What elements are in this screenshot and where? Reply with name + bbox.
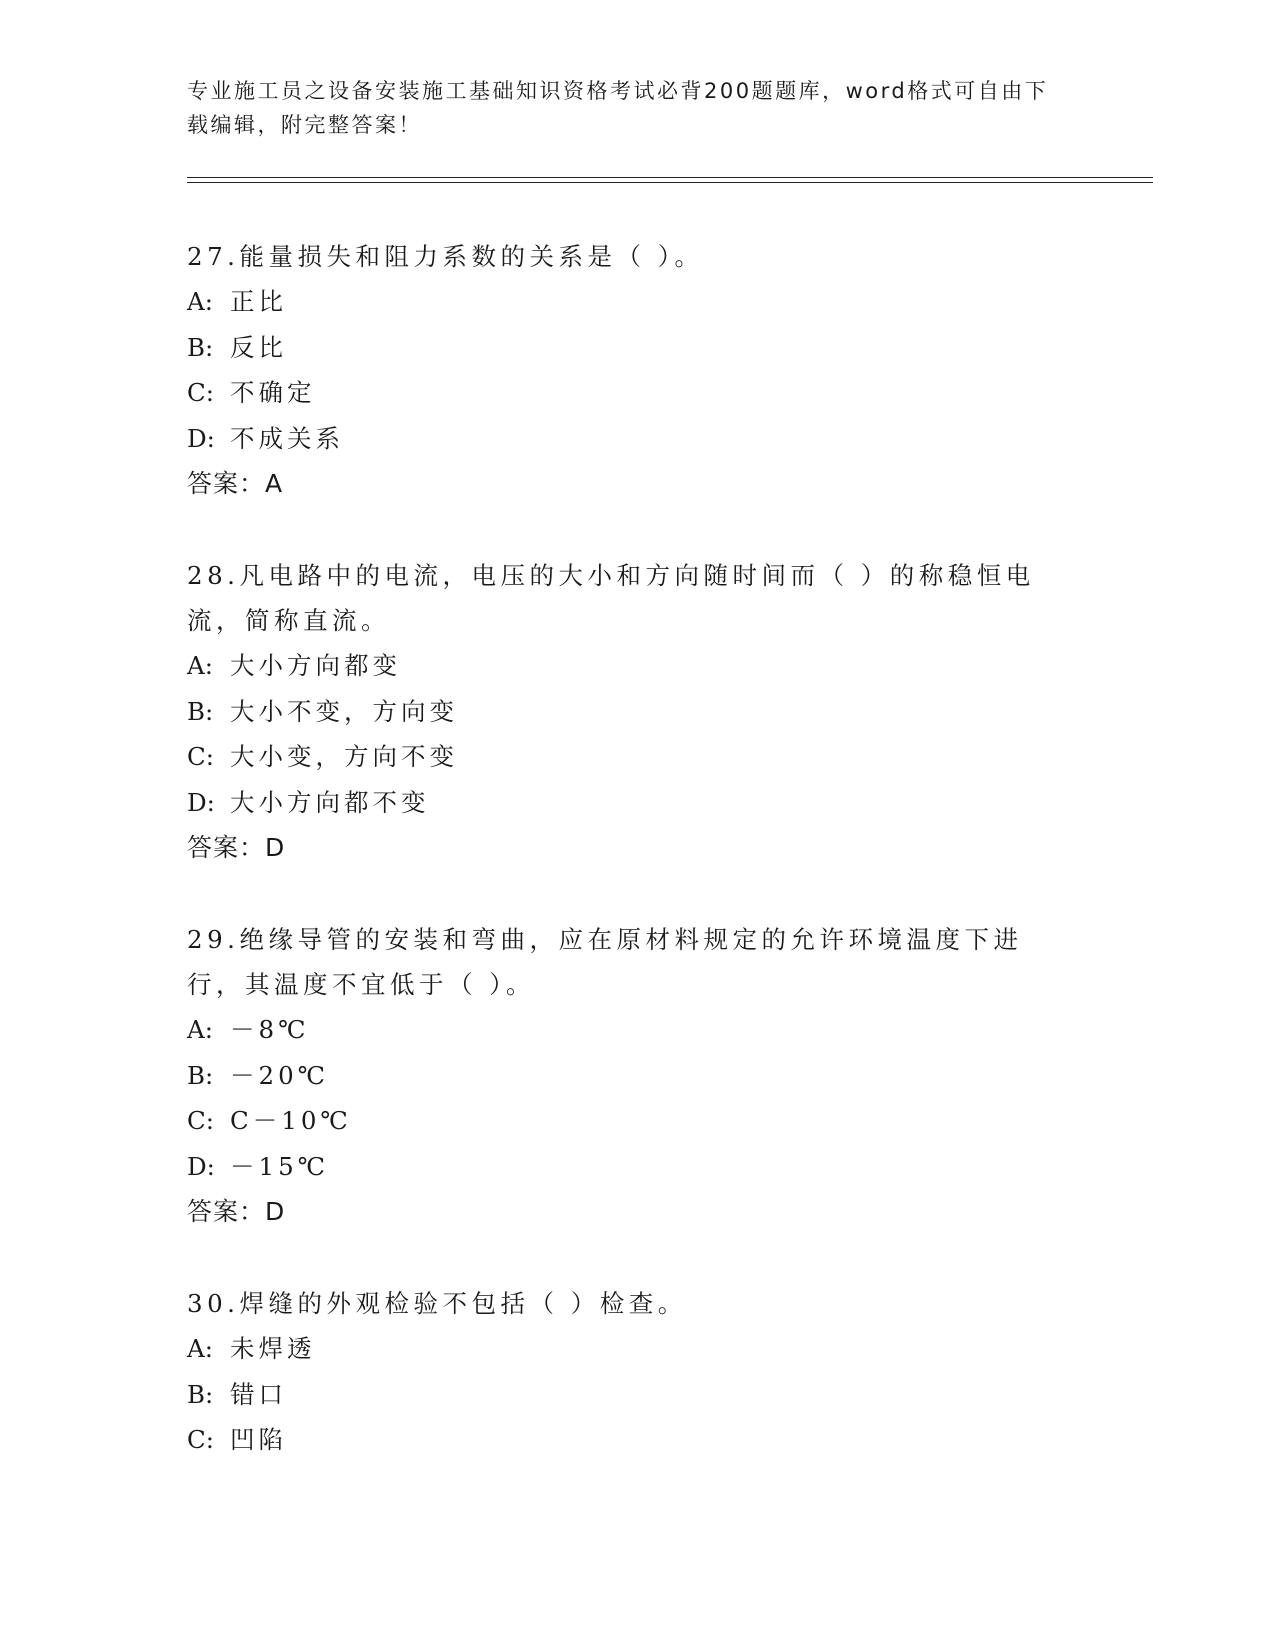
option-text: －8℃ [230,1015,310,1044]
option-letter: C: [187,742,215,771]
header-rule-bottom [187,182,1153,183]
option-b [187,1372,1087,1418]
option-letter: A: [187,287,213,316]
option-letter: C: [187,1425,215,1454]
option-text: 大小方向都不变 [230,787,430,817]
option-text: 不确定 [230,378,316,407]
option-b [187,689,1087,735]
option-text: 大小变，方向不变 [230,742,458,771]
question-stem: 27.能量损失和阻力系数的关系是（ ）。 [187,242,704,271]
option-letter: B: [187,1379,214,1409]
option-text: 错口 [230,1379,287,1409]
option-text: －15℃ [230,1151,330,1181]
option-c [187,370,1087,416]
option-a [187,279,1087,325]
option-letter: C: [187,378,215,407]
option-letter: A: [187,1015,213,1044]
option-text: 大小不变，方向变 [230,696,458,726]
option-a [187,1326,1087,1372]
option-letter: B: [187,696,214,726]
question-28 [187,553,1087,871]
question-27 [187,234,1087,507]
option-b [187,1053,1087,1099]
option-letter: A: [187,1334,213,1363]
option-c [187,1417,1087,1463]
option-text: 正比 [230,287,287,316]
question-29 [187,917,1087,1235]
option-text: 凹陷 [230,1425,287,1454]
answer-line: 答案：D [187,833,286,862]
answer-line: 答案：D [187,1197,286,1226]
question-stem: 28.凡电路中的电流，电压的大小和方向随时间而（ ）的称稳恒电流，简称直流。 [187,561,1035,635]
option-text: 不成关系 [230,423,344,453]
option-d [187,416,1087,462]
option-text: 未焊透 [230,1334,316,1363]
question-stem: 30.焊缝的外观检验不包括（ ）检查。 [187,1289,687,1318]
option-letter: D: [187,787,215,817]
option-a [187,1007,1087,1053]
question-30 [187,1281,1087,1463]
option-letter: B: [187,1060,214,1090]
option-c [187,734,1087,780]
option-text: 大小方向都变 [230,651,401,680]
option-c [187,1098,1087,1144]
option-letter: D: [187,423,215,453]
header-rule-top [187,177,1153,178]
option-text: C－10℃ [230,1106,352,1135]
option-text: 反比 [230,332,287,362]
option-d [187,780,1087,826]
answer-line: 答案：A [187,469,284,498]
option-letter: D: [187,1151,215,1181]
question-stem: 29.绝缘导管的安装和弯曲，应在原材料规定的允许环境温度下进行，其温度不宜低于（ ）。 [187,925,1023,999]
document-header: 专业施工员之设备安装施工基础知识资格考试必背200题题库，word格式可自由下载编辑，附完整答案！ [187,79,1049,137]
option-letter: A: [187,651,213,680]
option-b [187,325,1087,371]
option-letter: C: [187,1106,215,1135]
option-letter: B: [187,332,214,362]
option-d [187,1144,1087,1190]
option-a [187,643,1087,689]
option-text: －20℃ [230,1060,330,1090]
